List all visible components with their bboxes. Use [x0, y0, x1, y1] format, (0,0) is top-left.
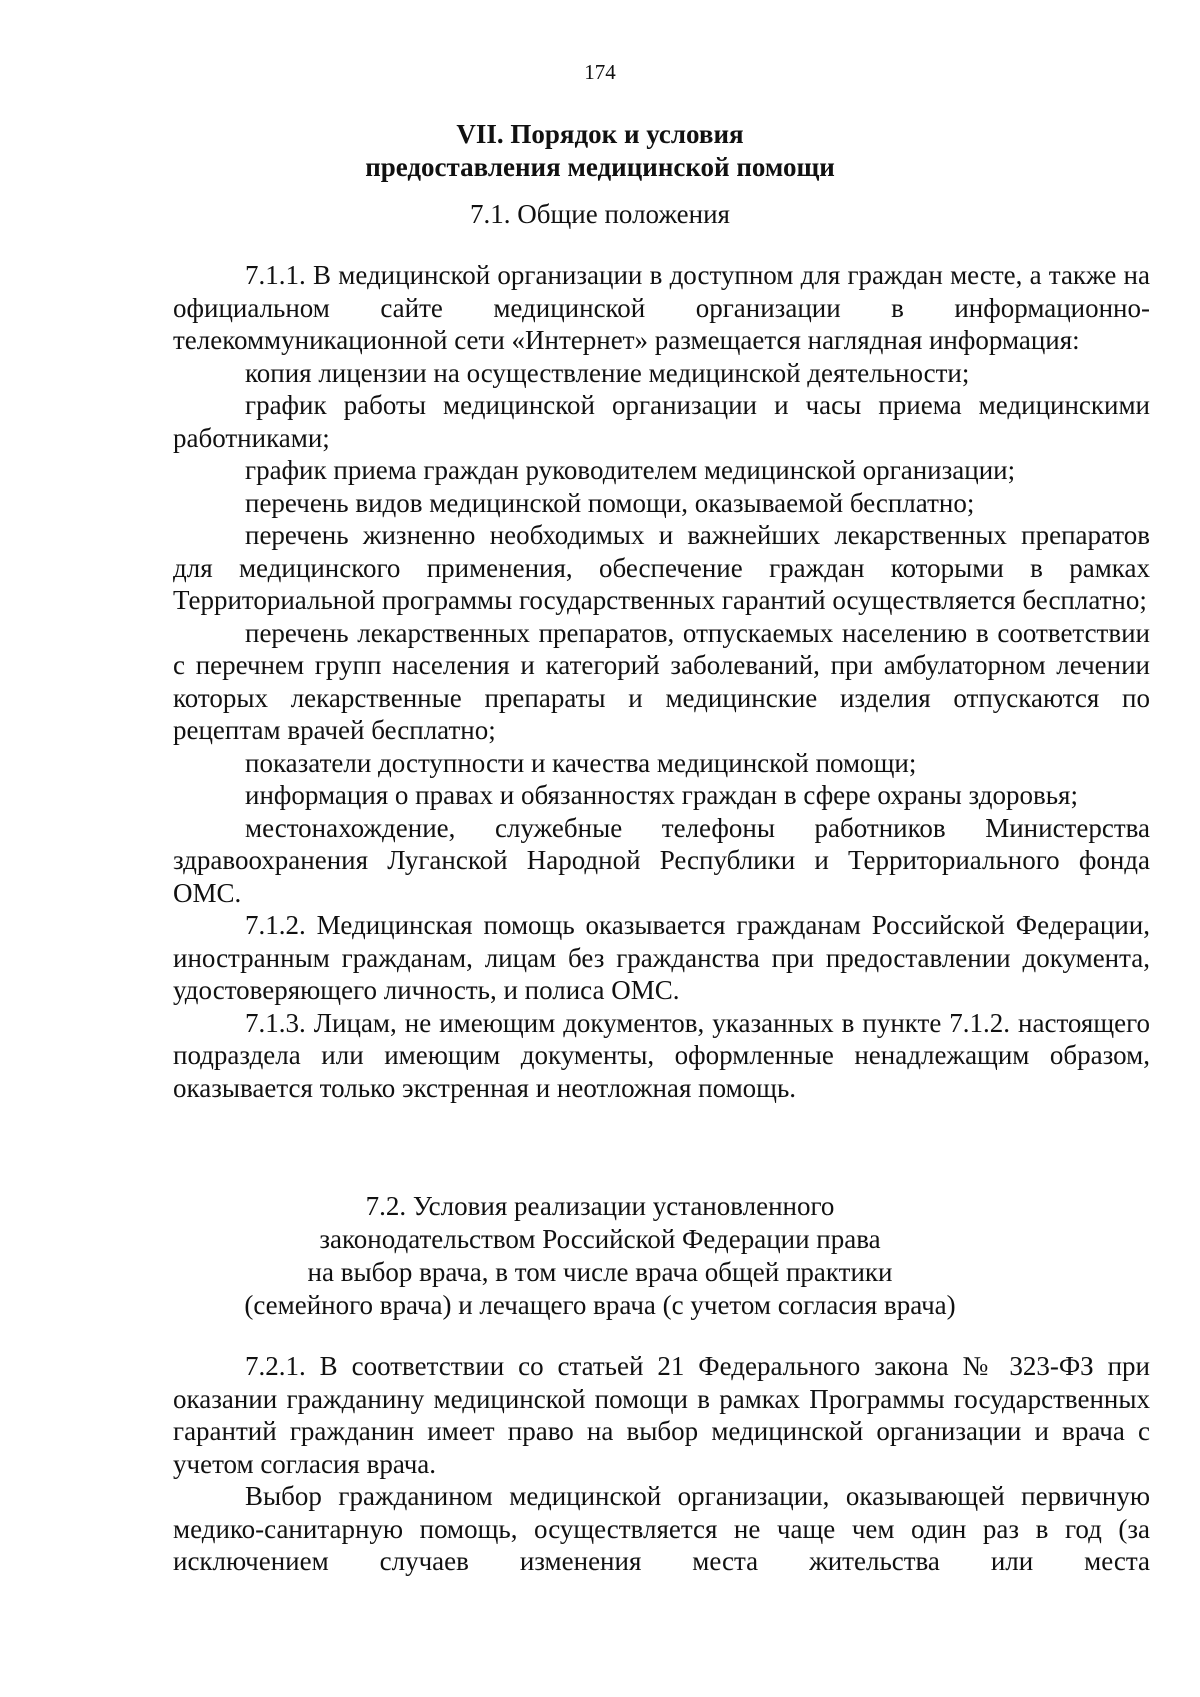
paragraph-7-1-2: 7.1.2. Медицинская помощь оказывается гражданам Российской Федерации, иностранным гражданам, лицам без гражданства при предоставлении документа, удостоверяющего личность, и полиса ОМС.	[173, 910, 1150, 1005]
paragraph-doctor-choice: Выбор гражданином медицинской организации, оказывающей первичную медико-санитарную помощь, осуществляется не чаще чем один раз в год (за исключением случаев изменения места жительства или места	[173, 1481, 1150, 1576]
page-number: 174	[584, 60, 616, 84]
list-item-rights-info: информация о правах и обязанностях граждан в сфере охраны здоровья;	[245, 780, 1078, 810]
chapter-title-line-1: VII. Порядок и условия	[456, 119, 744, 149]
list-item-contacts: местонахождение, служебные телефоны работников Министерства здравоохранения Луганской Народной Республики и Территориального фонда ОМС.	[173, 812, 1150, 908]
list-item-free-care-types: перечень видов медицинской помощи, оказываемой бесплатно;	[245, 487, 975, 518]
paragraph-7-1-3: 7.1.3. Лицам, не имеющим документов, указанных в пункте 7.1.2. настоящего подраздела или имеющим документы, оформленные ненадлежащим образом, оказывается только экстренная и неотложная помощь.	[173, 1007, 1150, 1103]
list-item-essential-drugs: перечень жизненно необходимых и важнейших лекарственных препаратов для медицинского применения, обеспечение граждан которыми в рамках Территориальной программы государственных гарантий осуществляется бесплатно;	[173, 520, 1150, 615]
section-7-2-title-line-4: (семейного врача) и лечащего врача (с учетом согласия врача)	[244, 1290, 956, 1320]
section-7-2-title-line-2: законодательством Российской Федерации права	[319, 1224, 881, 1254]
paragraph-7-1-1: 7.1.1. В медицинской организации в доступном для граждан месте, а также на официальном сайте медицинской организации в информационно-телекоммуникационной сети «Интернет» размещается наглядная информация:	[173, 260, 1150, 355]
section-7-1-body	[173, 259, 1150, 1104]
list-item-prescription-drugs: перечень лекарственных препаратов, отпускаемых населению в соответствии с перечнем групп населения и категорий заболеваний, при амбулаторном лечении которых лекарственные препараты и медицинские изделия отпускаются по рецептам врачей бесплатно;	[173, 617, 1150, 745]
paragraph-7-2-1: 7.2.1. В соответствии со статьей 21 Федерального закона № 323-ФЗ при оказании гражданину медицинской помощи в рамках Программы государственных гарантий гражданин имеет право на выбор медицинской организации и врача с учетом согласия врача.	[173, 1351, 1150, 1479]
list-item-license: копия лицензии на осуществление медицинской деятельности;	[245, 357, 970, 388]
section-7-2-body	[173, 1350, 1150, 1578]
list-item-quality-indicators: показатели доступности и качества медицинской помощи;	[245, 747, 917, 778]
section-7-2-title-line-3: на выбор врача, в том числе врача общей практики	[307, 1257, 893, 1287]
section-7-2-title	[0, 1190, 1200, 1322]
chapter-title-line-2: предоставления медицинской помощи	[365, 152, 835, 182]
list-item-work-schedule: график работы медицинской организации и часы приема медицинскими работниками;	[173, 390, 1150, 453]
list-item-reception-schedule: график приема граждан руководителем медицинской организации;	[245, 455, 1016, 485]
chapter-title	[0, 118, 1200, 184]
section-7-1-title: 7.1. Общие положения	[470, 199, 730, 229]
section-7-2-title-line-1: 7.2. Условия реализации установленного	[365, 1191, 835, 1221]
